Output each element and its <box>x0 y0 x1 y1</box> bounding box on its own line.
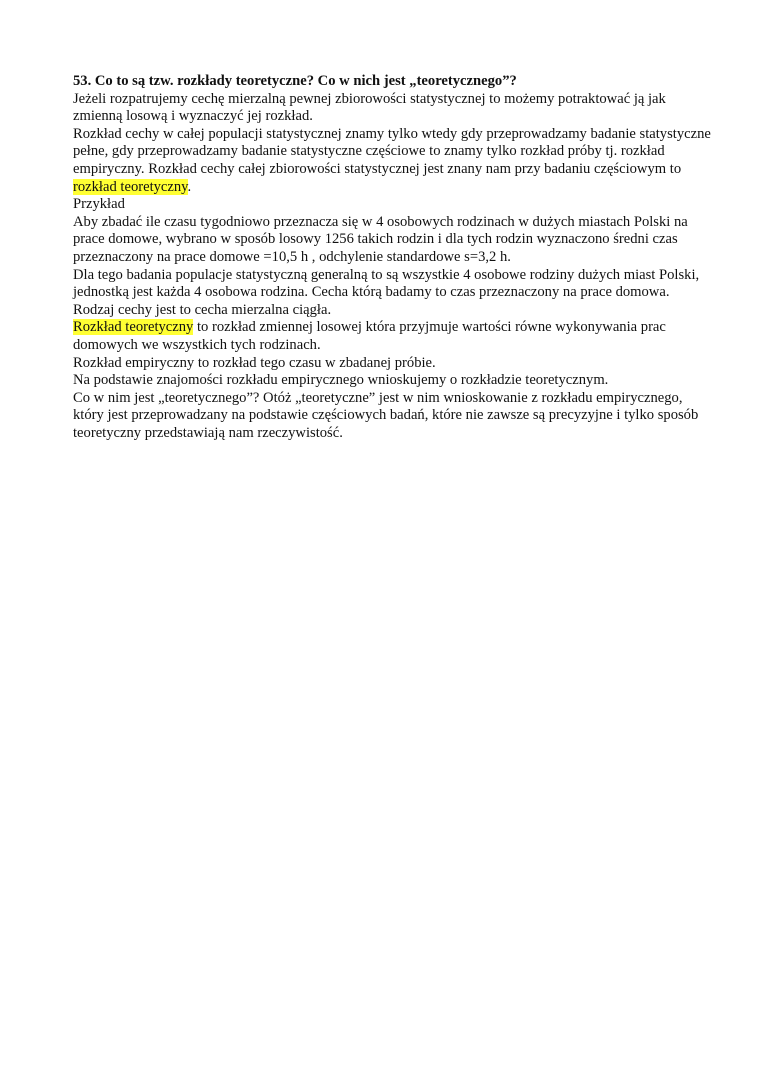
paragraph-example-population: Dla tego badania populacje statystyczną generalną to są wszystkie 4 osobowe rodziny dużych miast Polski, jednostką jest każda 4 osobowa rodzina. Cecha którą badamy to czas przeznaczony na prace domowa. Rodzaj cechy jest to cecha mierzalna ciągła. <box>73 266 700 318</box>
paragraph-example-study: Aby zbadać ile czasu tygodniowo przeznacza się w 4 osobowych rodzinach w dużych miastach Polski na prace domowe, wybrano w sposób losowy 1256 takich rodzin i dla tych rodzin wyznaczono średni czas przeznaczony na prace domowe =10,5 h , odchylenie standardowe s=3,2 h. <box>73 213 688 265</box>
example-label: Przykład <box>73 196 125 213</box>
paragraph-population-text: Rozkład cechy w całej populacji statystycznej znamy tylko wtedy gdy przeprowadzamy badanie statystyczne pełne, gdy przeprowadzamy badanie statystyczne częściowe to znamy tylko rozkład próby tj. rozkład empiryczny. Rozkład cechy całej zbiorowości statystycznej jest znany nam przy badaniu częściowym to <box>73 125 711 177</box>
paragraph-intro: Jeżeli rozpatrujemy cechę mierzalną pewnej zbiorowości statystycznej to możemy potraktować ją jak zmienną losową i wyznaczyć jej rozkład. <box>73 90 666 125</box>
paragraph-population <box>73 126 713 196</box>
highlight-theoretical-distribution-term: Rozkład teoretyczny <box>73 319 194 336</box>
paragraph-population-end: . <box>187 178 192 195</box>
question-heading: 53. Co to są tzw. rozkłady teoretyczne? Co w nich jest „teoretycznego”? <box>73 73 517 89</box>
paragraph-empirical-definition: Rozkład empiryczny to rozkład tego czasu w zbadanej próbie. <box>73 354 436 371</box>
highlight-theoretical-distribution: rozkład teoretyczny <box>73 178 188 195</box>
paragraph-theoretical-definition <box>73 319 713 354</box>
paragraph-answer: Co w nim jest „teoretycznego”? Otóż „teoretyczne” jest w nim wnioskowanie z rozkładu empirycznego, który jest przeprowadzany na podstawie częściowych badań, które nie zawsze są precyzyjne i tylko sposób teoretyczny przedstawiają nam rzeczywistość. <box>73 389 699 441</box>
document-page <box>73 73 713 442</box>
paragraph-theoretical-definition-text: to rozkład zmiennej losowej która przyjmuje wartości równe wykonywania prac domowych we wszystkich tych rodzinach. <box>73 319 666 353</box>
paragraph-inference: Na podstawie znajomości rozkładu empirycznego wnioskujemy o rozkładzie teoretycznym. <box>73 372 609 389</box>
